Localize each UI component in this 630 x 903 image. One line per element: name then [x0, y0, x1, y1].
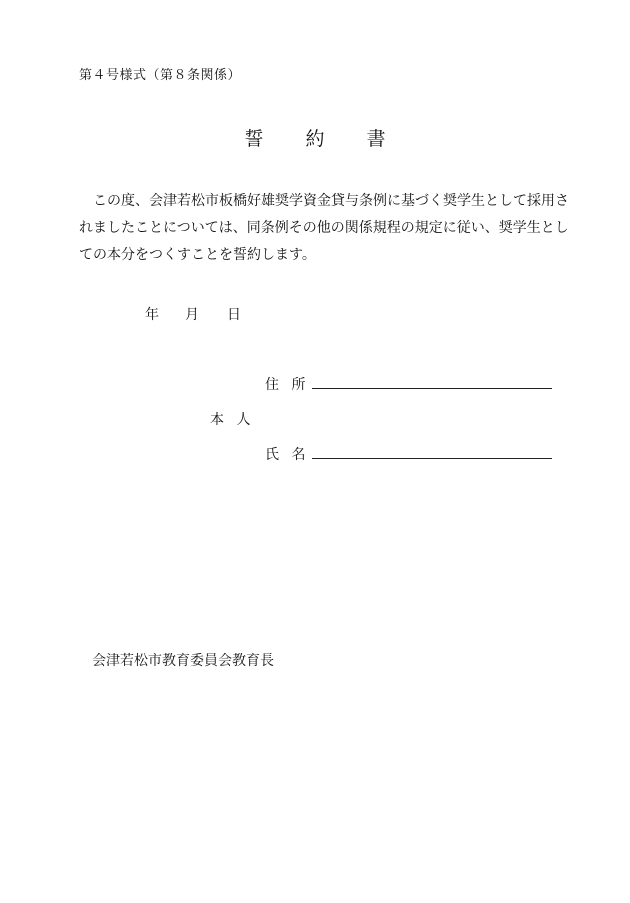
name-line [312, 458, 552, 459]
oath-body [79, 188, 569, 269]
form-number: 第４号様式（第８条関係） [79, 68, 242, 83]
name-label: 氏 名 [265, 447, 310, 463]
oath-body-line: ての本分をつくすことを誓約します。 [79, 247, 316, 263]
oath-body-line: この度、会津若松市板橋好雄奨学資金貸与条例に基づく奨学生として採用さ [79, 193, 569, 209]
address-line [312, 388, 552, 389]
date-year-label: 年 [145, 307, 159, 323]
date-line [145, 304, 241, 324]
date-day-label: 日 [227, 307, 241, 323]
issuer: 会津若松市教育委員会教育長 [92, 653, 274, 669]
document-title: 誓 約 書 [244, 128, 404, 150]
person-label: 本 人 [210, 412, 255, 428]
date-month-label: 月 [185, 307, 199, 323]
oath-body-line: れましたことについては、同条例その他の関係規程の規定に従い、奨学生とし [79, 220, 569, 236]
address-label: 住 所 [265, 377, 310, 393]
